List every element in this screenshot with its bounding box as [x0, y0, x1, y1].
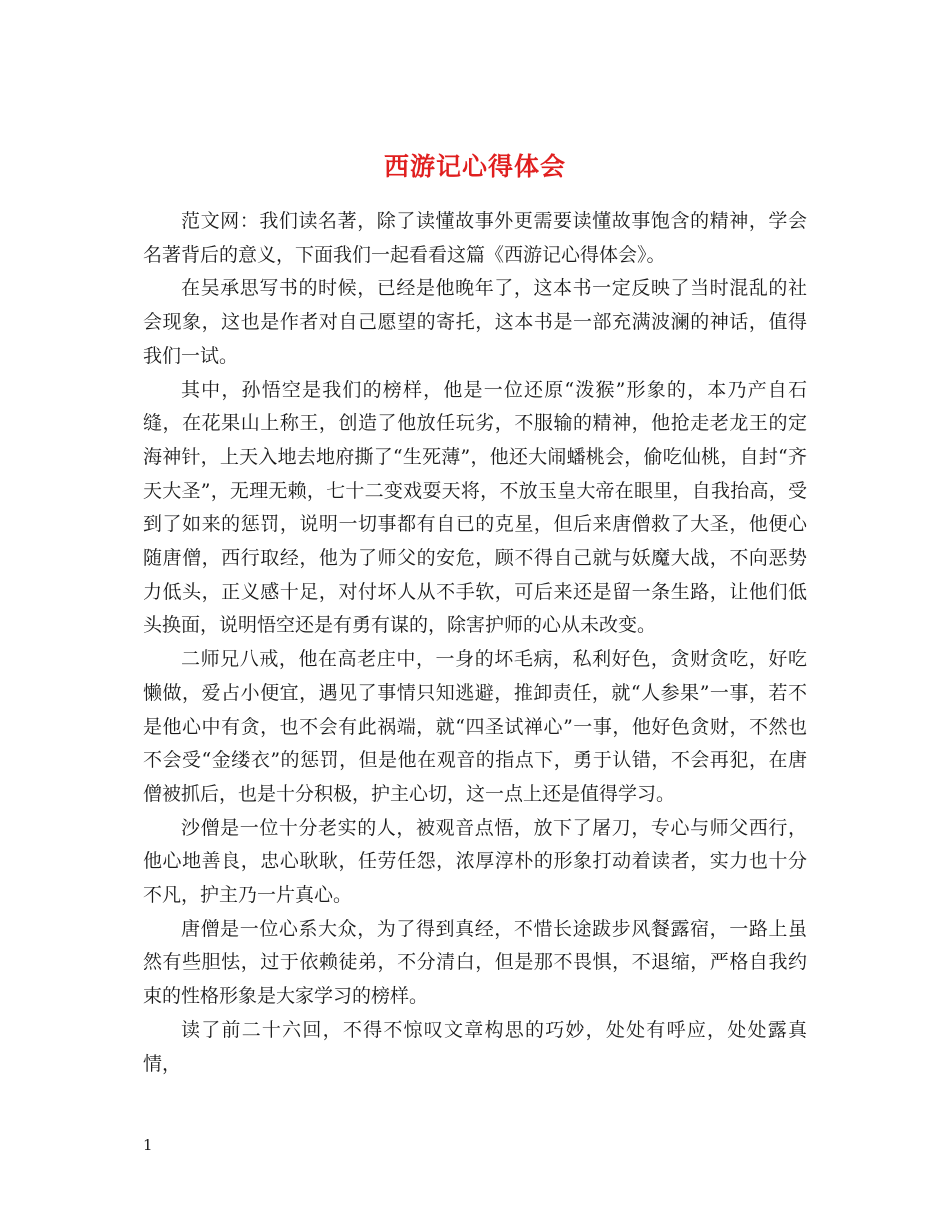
- paragraph-author: 在吴承思写书的时候，已经是他晚年了，这本书一定反映了当时混乱的社会现象，这也是作者对自己愿望的寄托，这本书是一部充满波澜的神话，值得我们一试。: [143, 277, 807, 367]
- paragraph-tang-seng: 唐僧是一位心系大众，为了得到真经，不惜长途跋步风餐露宿，一路上虽然有些胆怯，过于依赖徒弟，不分清白，但是那不畏惧，不退缩，严格自我约束的性格形象是大家学习的榜样。: [143, 917, 807, 1008]
- paragraph-intro: 范文网：我们读名著，除了读懂故事外更需要读懂故事饱含的精神，学会名著背后的意义，下面我们一起看看这篇《西游记心得体会》。: [143, 210, 807, 266]
- paragraph-sha-seng: 沙僧是一位十分老实的人，被观音点悟，放下了屠刀，专心与师父西行，他心地善良，忠心耿耿，任劳任怨，浓厚淳朴的形象打动着读者，实力也十分不凡，护主乃一片真心。: [143, 816, 807, 907]
- paragraph-bajie: 二师兄八戒，他在高老庄中，一身的坏毛病，私利好色，贪财贪吃，好吃懒做，爱占小便宜，遇见了事情只知逃避，推卸责任，就“人参果”一事，若不是他心中有贪，也不会有此祸端，就“四圣试禅心”一事，他好色贪财，不然也不会受“金缕衣”的惩罚，但是他在观音的指点下，勇于认错，不会再犯，在唐僧被抓后，也是十分积极，护主心切，这一点上还是值得学习。: [143, 648, 807, 805]
- paragraph-conclusion: 读了前二十六回，不得不惊叹文章构思的巧妙，处处有呼应，处处露真情，: [143, 1018, 807, 1075]
- page-number: 1: [143, 1136, 153, 1154]
- document-body: [143, 205, 807, 1081]
- paragraph-sun-wukong: 其中，孙悟空是我们的榜样，他是一位还原“泼猴”形象的，本乃产自石缝，在花果山上称王，创造了他放任玩劣，不服输的精神，他抢走老龙王的定海神针，上天入地去地府撕了“生死薄”，他还大闹蟠桃会，偷吃仙桃，自封“齐天大圣”，无理无赖，七十二变戏耍天将，不放玉皇大帝在眼里，自我抬高，受到了如来的惩罚，说明一切事都有自已的克星，但后来唐僧救了大圣，他便心随唐僧，西行取经，他为了师父的安危，顾不得自己就与妖魔大战，不向恶势力低头，正义感十足，对付坏人从不手软，可后来还是留一条生路，让他们低头换面，说明悟空还是有勇有谋的，除害护师的心从未改变。: [143, 378, 807, 637]
- page-title: 西游记心得体会: [383, 151, 566, 181]
